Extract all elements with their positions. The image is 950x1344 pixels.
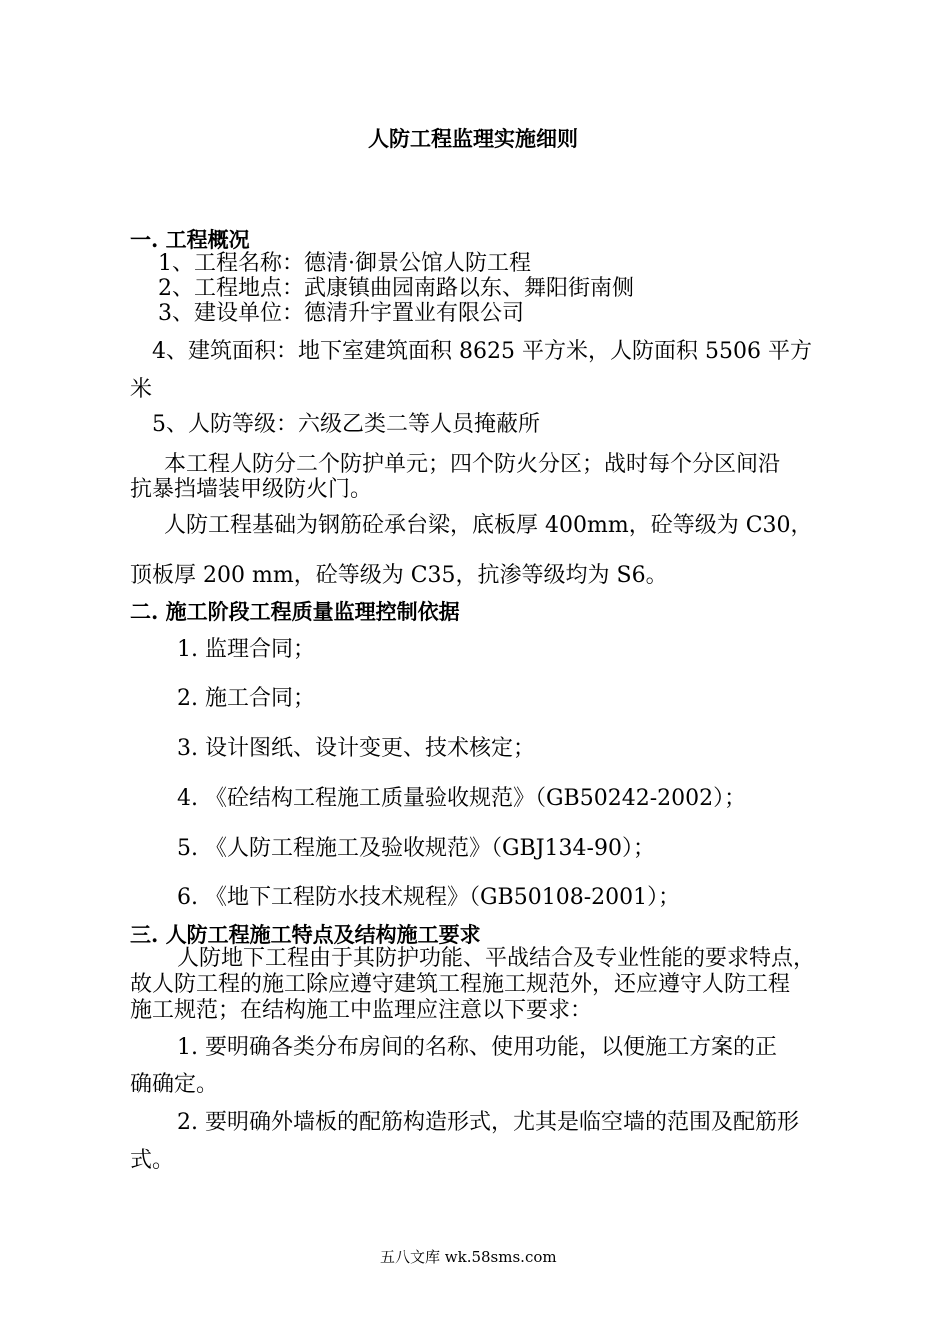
basis-item-2: 2. 施工合同； [177, 686, 315, 711]
requirement-2-line-1: 2. 要明确外墙板的配筋构造形式，尤其是临空墙的范围及配筋形 [177, 1110, 799, 1135]
building-area-line-cont: 米 [130, 377, 153, 402]
building-area-line: 4、建筑面积：地下室建筑面积 8625 平方米，人防面积 5506 平方 [152, 339, 812, 364]
section-2-heading: 二. 施工阶段工程质量监理控制依据 [130, 599, 460, 624]
section-3-intro-line-1: 人防地下工程由于其防护功能、平战结合及专业性能的要求特点， [177, 946, 816, 971]
basis-item-5: 5. 《人防工程施工及验收规范》（GBJ134-90）； [177, 836, 655, 861]
document-title: 人防工程监理实施细则 [368, 126, 578, 151]
requirement-2-line-2: 式。 [130, 1148, 175, 1173]
units-paragraph-line-2: 抗暴挡墙装甲级防火门。 [130, 477, 373, 502]
basis-item-4: 4. 《砼结构工程施工质量验收规范》（GB50242-2002）； [177, 786, 747, 811]
project-location-line: 2、工程地点：武康镇曲园南路以东、舞阳街南侧 [158, 276, 634, 301]
section-1-heading: 一. 工程概况 [130, 227, 250, 252]
project-name-line: 1、工程名称：德清·御景公馆人防工程 [158, 251, 531, 276]
basis-item-3: 3. 设计图纸、设计变更、技术核定； [177, 736, 535, 761]
foundation-paragraph-line-2: 顶板厚 200 mm，砼等级为 C35，抗渗等级均为 S6。 [130, 563, 668, 588]
section-3-intro-line-3: 施工规范；在结构施工中监理应注意以下要求： [130, 998, 593, 1023]
basis-item-1: 1. 监理合同； [177, 637, 315, 662]
section-3-intro-line-2: 故人防工程的施工除应遵守建筑工程施工规范外，还应遵守人防工程 [130, 972, 791, 997]
footer-watermark: 五八文库 wk.58sms.com [380, 1248, 557, 1266]
section-3-heading: 三. 人防工程施工特点及结构施工要求 [130, 922, 481, 947]
basis-item-6: 6. 《地下工程防水技术规程》（GB50108-2001）； [177, 885, 681, 910]
foundation-paragraph-line-1: 人防工程基础为钢筋砼承台梁，底板厚 400mm，砼等级为 C30， [164, 513, 813, 538]
requirement-1-line-2: 确确定。 [130, 1072, 219, 1097]
construction-unit-line: 3、建设单位：德清升宇置业有限公司 [158, 301, 524, 326]
requirement-1-line-1: 1. 要明确各类分布房间的名称、使用功能，以便施工方案的正 [177, 1035, 777, 1060]
defense-level-line: 5、人防等级：六级乙类二等人员掩蔽所 [152, 412, 540, 437]
units-paragraph-line-1: 本工程人防分二个防护单元；四个防火分区；战时每个分区间沿 [164, 452, 781, 477]
